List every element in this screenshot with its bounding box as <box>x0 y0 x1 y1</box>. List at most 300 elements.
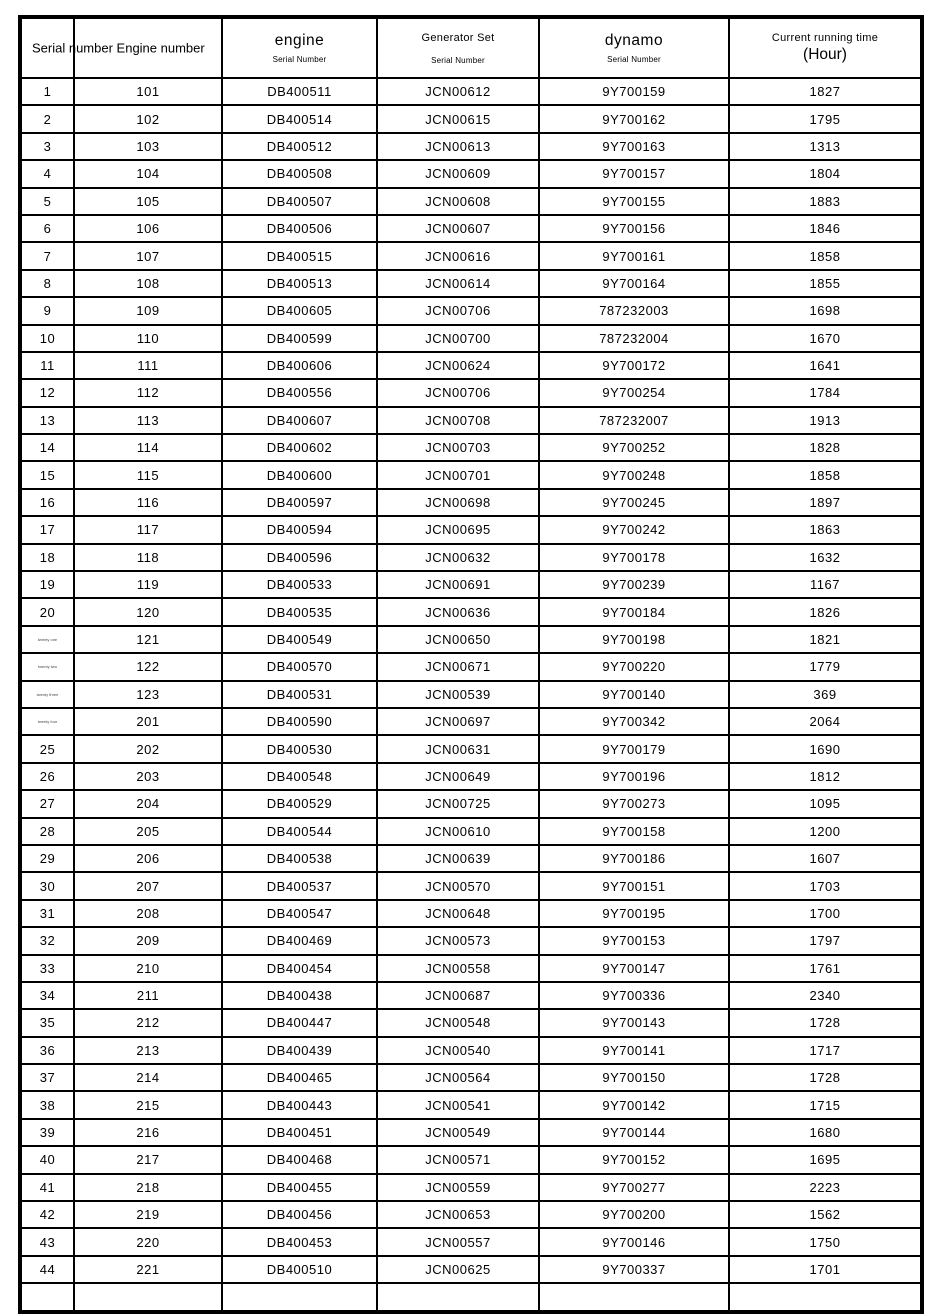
dynamo-subtitle: Serial Number <box>607 55 661 64</box>
table-row <box>20 270 922 297</box>
cell-running-hours: 2223 <box>729 1174 922 1201</box>
table-row <box>20 352 922 379</box>
table-row <box>20 242 922 269</box>
serial-numbers-table <box>18 15 924 1314</box>
generator-set-title: Generator Set <box>421 31 495 44</box>
cell-serial: 38 <box>20 1091 74 1118</box>
cell-running-hours: 1728 <box>729 1009 922 1036</box>
cell-engine-serial: DB400468 <box>222 1146 377 1173</box>
cell-generator-set-serial: JCN00671 <box>377 653 539 680</box>
header-serial-number <box>20 17 205 78</box>
cell-dynamo-serial: 9Y700200 <box>539 1201 729 1228</box>
cell-dynamo-serial: 9Y700162 <box>539 105 729 132</box>
cell-engine-number: 118 <box>74 544 222 571</box>
table-row <box>20 1119 922 1146</box>
cell-serial: 43 <box>20 1228 74 1255</box>
cell-dynamo-serial: 9Y700220 <box>539 653 729 680</box>
cell-empty <box>539 1283 729 1311</box>
cell-dynamo-serial: 787232004 <box>539 325 729 352</box>
table-row <box>20 955 922 982</box>
cell-generator-set-serial: JCN00557 <box>377 1228 539 1255</box>
cell-running-hours: 1750 <box>729 1228 922 1255</box>
cell-serial: 42 <box>20 1201 74 1228</box>
cell-engine-serial: DB400570 <box>222 653 377 680</box>
table-row <box>20 708 922 735</box>
cell-serial: 7 <box>20 242 74 269</box>
cell-generator-set-serial: JCN00698 <box>377 489 539 516</box>
cell-serial: 32 <box>20 927 74 954</box>
cell-dynamo-serial: 9Y700239 <box>539 571 729 598</box>
cell-serial: twenty three <box>20 681 74 708</box>
cell-running-hours: 1821 <box>729 626 922 653</box>
cell-serial: 14 <box>20 434 74 461</box>
cell-engine-number: 218 <box>74 1174 222 1201</box>
cell-engine-serial: DB400549 <box>222 626 377 653</box>
cell-generator-set-serial: JCN00625 <box>377 1256 539 1283</box>
cell-generator-set-serial: JCN00539 <box>377 681 539 708</box>
cell-serial: 27 <box>20 790 74 817</box>
cell-running-hours: 1167 <box>729 571 922 598</box>
cell-engine-number: 104 <box>74 160 222 187</box>
cell-engine-number: 206 <box>74 845 222 872</box>
table-row <box>20 516 922 543</box>
table-row <box>20 735 922 762</box>
cell-running-hours: 1680 <box>729 1119 922 1146</box>
cell-generator-set-serial: JCN00612 <box>377 78 539 105</box>
table-row <box>20 571 922 598</box>
cell-serial: 16 <box>20 489 74 516</box>
cell-empty <box>729 1283 922 1311</box>
cell-engine-number: 120 <box>74 598 222 625</box>
cell-dynamo-serial: 9Y700198 <box>539 626 729 653</box>
dynamo-title: dynamo <box>604 32 664 49</box>
cell-generator-set-serial: JCN00695 <box>377 516 539 543</box>
cell-running-hours: 2340 <box>729 982 922 1009</box>
cell-engine-number: 121 <box>74 626 222 653</box>
running-time-title: Current running time <box>771 32 879 44</box>
cell-engine-serial: DB400451 <box>222 1119 377 1146</box>
cell-engine-number: 115 <box>74 461 222 488</box>
cell-engine-serial: DB400531 <box>222 681 377 708</box>
cell-engine-serial: DB400597 <box>222 489 377 516</box>
cell-engine-number: 201 <box>74 708 222 735</box>
cell-generator-set-serial: JCN00631 <box>377 735 539 762</box>
cell-running-hours: 1715 <box>729 1091 922 1118</box>
cell-engine-serial: DB400447 <box>222 1009 377 1036</box>
table-row <box>20 900 922 927</box>
serial-engine-header-label: Serial number Engine number <box>32 40 205 56</box>
cell-engine-serial: DB400594 <box>222 516 377 543</box>
table-row <box>20 1146 922 1173</box>
cell-engine-number: 101 <box>74 78 222 105</box>
cell-running-hours: 1858 <box>729 242 922 269</box>
cell-generator-set-serial: JCN00540 <box>377 1037 539 1064</box>
cell-serial: 17 <box>20 516 74 543</box>
table-row <box>20 872 922 899</box>
cell-serial: 36 <box>20 1037 74 1064</box>
cell-dynamo-serial: 9Y700277 <box>539 1174 729 1201</box>
cell-generator-set-serial: JCN00624 <box>377 352 539 379</box>
table-row <box>20 845 922 872</box>
table-row <box>20 626 922 653</box>
cell-generator-set-serial: JCN00614 <box>377 270 539 297</box>
table-row <box>20 1174 922 1201</box>
cell-serial: 28 <box>20 818 74 845</box>
cell-dynamo-serial: 9Y700254 <box>539 379 729 406</box>
cell-dynamo-serial: 9Y700151 <box>539 872 729 899</box>
table-row <box>20 653 922 680</box>
table-row <box>20 461 922 488</box>
cell-serial: 19 <box>20 571 74 598</box>
cell-running-hours: 1797 <box>729 927 922 954</box>
cell-running-hours: 369 <box>729 681 922 708</box>
cell-dynamo-serial: 9Y700184 <box>539 598 729 625</box>
cell-serial: 37 <box>20 1064 74 1091</box>
table-row-partial <box>20 1283 922 1311</box>
cell-engine-number: 220 <box>74 1228 222 1255</box>
cell-engine-number: 205 <box>74 818 222 845</box>
cell-engine-number: 123 <box>74 681 222 708</box>
cell-engine-serial: DB400469 <box>222 927 377 954</box>
cell-engine-serial: DB400511 <box>222 78 377 105</box>
cell-running-hours: 1913 <box>729 407 922 434</box>
cell-running-hours: 1701 <box>729 1256 922 1283</box>
cell-empty <box>20 1283 74 1311</box>
cell-engine-number: 219 <box>74 1201 222 1228</box>
table-row <box>20 681 922 708</box>
cell-serial: 31 <box>20 900 74 927</box>
cell-dynamo-serial: 9Y700336 <box>539 982 729 1009</box>
cell-empty <box>222 1283 377 1311</box>
header-generator-set-serial <box>377 17 539 78</box>
cell-dynamo-serial: 9Y700140 <box>539 681 729 708</box>
cell-engine-serial: DB400533 <box>222 571 377 598</box>
table-row <box>20 434 922 461</box>
cell-engine-serial: DB400465 <box>222 1064 377 1091</box>
cell-dynamo-serial: 9Y700152 <box>539 1146 729 1173</box>
cell-running-hours: 1897 <box>729 489 922 516</box>
cell-running-hours: 1795 <box>729 105 922 132</box>
cell-engine-number: 103 <box>74 133 222 160</box>
cell-generator-set-serial: JCN00697 <box>377 708 539 735</box>
cell-serial: 1 <box>20 78 74 105</box>
cell-engine-number: 116 <box>74 489 222 516</box>
cell-generator-set-serial: JCN00706 <box>377 379 539 406</box>
table-row <box>20 160 922 187</box>
cell-engine-serial: DB400507 <box>222 188 377 215</box>
table-body <box>20 78 922 1312</box>
cell-serial: 4 <box>20 160 74 187</box>
table-row <box>20 407 922 434</box>
cell-dynamo-serial: 9Y700147 <box>539 955 729 982</box>
cell-serial: 34 <box>20 982 74 1009</box>
header-running-time <box>729 17 922 78</box>
cell-serial: twenty two <box>20 653 74 680</box>
table-row <box>20 1009 922 1036</box>
cell-running-hours: 1728 <box>729 1064 922 1091</box>
cell-serial: 3 <box>20 133 74 160</box>
cell-engine-number: 202 <box>74 735 222 762</box>
cell-running-hours: 1761 <box>729 955 922 982</box>
cell-generator-set-serial: JCN00691 <box>377 571 539 598</box>
cell-dynamo-serial: 9Y700196 <box>539 763 729 790</box>
cell-dynamo-serial: 9Y700156 <box>539 215 729 242</box>
cell-serial: 29 <box>20 845 74 872</box>
cell-dynamo-serial: 9Y700179 <box>539 735 729 762</box>
cell-dynamo-serial: 9Y700158 <box>539 818 729 845</box>
cell-serial: 5 <box>20 188 74 215</box>
cell-running-hours: 1690 <box>729 735 922 762</box>
table-row <box>20 1256 922 1283</box>
cell-generator-set-serial: JCN00706 <box>377 297 539 324</box>
cell-serial: 9 <box>20 297 74 324</box>
table-row <box>20 927 922 954</box>
cell-running-hours: 1095 <box>729 790 922 817</box>
cell-dynamo-serial: 787232007 <box>539 407 729 434</box>
cell-dynamo-serial: 9Y700164 <box>539 270 729 297</box>
table-row <box>20 78 922 105</box>
cell-dynamo-serial: 9Y700141 <box>539 1037 729 1064</box>
cell-dynamo-serial: 9Y700242 <box>539 516 729 543</box>
cell-engine-serial: DB400535 <box>222 598 377 625</box>
cell-engine-number: 117 <box>74 516 222 543</box>
cell-serial: 30 <box>20 872 74 899</box>
cell-empty <box>377 1283 539 1311</box>
cell-engine-serial: DB400454 <box>222 955 377 982</box>
engine-subtitle: Serial Number <box>272 55 327 64</box>
cell-generator-set-serial: JCN00639 <box>377 845 539 872</box>
cell-dynamo-serial: 9Y700342 <box>539 708 729 735</box>
cell-engine-serial: DB400530 <box>222 735 377 762</box>
cell-engine-serial: DB400515 <box>222 242 377 269</box>
cell-generator-set-serial: JCN00650 <box>377 626 539 653</box>
cell-engine-number: 207 <box>74 872 222 899</box>
header-row <box>20 17 922 78</box>
cell-running-hours: 1695 <box>729 1146 922 1173</box>
cell-serial: twenty one <box>20 626 74 653</box>
cell-engine-serial: DB400456 <box>222 1201 377 1228</box>
cell-serial: 20 <box>20 598 74 625</box>
cell-serial: 26 <box>20 763 74 790</box>
cell-running-hours: 1200 <box>729 818 922 845</box>
cell-serial: 10 <box>20 325 74 352</box>
cell-dynamo-serial: 9Y700163 <box>539 133 729 160</box>
cell-dynamo-serial: 9Y700273 <box>539 790 729 817</box>
cell-engine-number: 105 <box>74 188 222 215</box>
cell-engine-serial: DB400455 <box>222 1174 377 1201</box>
table-row <box>20 1064 922 1091</box>
cell-generator-set-serial: JCN00649 <box>377 763 539 790</box>
cell-serial: 33 <box>20 955 74 982</box>
cell-generator-set-serial: JCN00613 <box>377 133 539 160</box>
cell-dynamo-serial: 9Y700157 <box>539 160 729 187</box>
cell-engine-number: 111 <box>74 352 222 379</box>
cell-dynamo-serial: 787232003 <box>539 297 729 324</box>
cell-running-hours: 1313 <box>729 133 922 160</box>
cell-engine-serial: DB400548 <box>222 763 377 790</box>
cell-engine-number: 209 <box>74 927 222 954</box>
cell-engine-serial: DB400453 <box>222 1228 377 1255</box>
cell-engine-serial: DB400514 <box>222 105 377 132</box>
cell-running-hours: 1779 <box>729 653 922 680</box>
cell-dynamo-serial: 9Y700172 <box>539 352 729 379</box>
header-dynamo-serial <box>539 17 729 78</box>
cell-running-hours: 1828 <box>729 434 922 461</box>
table-header <box>20 17 922 78</box>
generator-set-subtitle: Serial Number <box>431 55 485 65</box>
cell-engine-number: 114 <box>74 434 222 461</box>
cell-running-hours: 1855 <box>729 270 922 297</box>
cell-engine-number: 112 <box>74 379 222 406</box>
cell-dynamo-serial: 9Y700142 <box>539 1091 729 1118</box>
table-row <box>20 790 922 817</box>
cell-engine-number: 215 <box>74 1091 222 1118</box>
cell-running-hours: 1883 <box>729 188 922 215</box>
cell-serial: 39 <box>20 1119 74 1146</box>
cell-running-hours: 1784 <box>729 379 922 406</box>
cell-dynamo-serial: 9Y700195 <box>539 900 729 927</box>
cell-generator-set-serial: JCN00687 <box>377 982 539 1009</box>
cell-running-hours: 2064 <box>729 708 922 735</box>
table-row <box>20 1201 922 1228</box>
cell-generator-set-serial: JCN00558 <box>377 955 539 982</box>
cell-engine-number: 210 <box>74 955 222 982</box>
cell-engine-serial: DB400512 <box>222 133 377 160</box>
cell-serial: 15 <box>20 461 74 488</box>
cell-dynamo-serial: 9Y700252 <box>539 434 729 461</box>
table-row <box>20 489 922 516</box>
cell-engine-number: 106 <box>74 215 222 242</box>
cell-engine-serial: DB400547 <box>222 900 377 927</box>
cell-serial: 2 <box>20 105 74 132</box>
cell-engine-serial: DB400438 <box>222 982 377 1009</box>
cell-engine-serial: DB400439 <box>222 1037 377 1064</box>
cell-dynamo-serial: 9Y700186 <box>539 845 729 872</box>
table-row <box>20 133 922 160</box>
cell-dynamo-serial: 9Y700248 <box>539 461 729 488</box>
table-row <box>20 763 922 790</box>
table-row <box>20 982 922 1009</box>
cell-running-hours: 1812 <box>729 763 922 790</box>
cell-generator-set-serial: JCN00653 <box>377 1201 539 1228</box>
cell-generator-set-serial: JCN00615 <box>377 105 539 132</box>
cell-engine-number: 203 <box>74 763 222 790</box>
table-row <box>20 325 922 352</box>
cell-engine-number: 208 <box>74 900 222 927</box>
cell-dynamo-serial: 9Y700337 <box>539 1256 729 1283</box>
cell-engine-serial: DB400556 <box>222 379 377 406</box>
table-row <box>20 544 922 571</box>
cell-serial: 8 <box>20 270 74 297</box>
cell-engine-serial: DB400606 <box>222 352 377 379</box>
cell-engine-serial: DB400544 <box>222 818 377 845</box>
cell-engine-number: 122 <box>74 653 222 680</box>
cell-generator-set-serial: JCN00607 <box>377 215 539 242</box>
cell-engine-serial: DB400529 <box>222 790 377 817</box>
cell-generator-set-serial: JCN00632 <box>377 544 539 571</box>
cell-engine-number: 102 <box>74 105 222 132</box>
cell-running-hours: 1607 <box>729 845 922 872</box>
cell-generator-set-serial: JCN00703 <box>377 434 539 461</box>
table-row <box>20 297 922 324</box>
cell-generator-set-serial: JCN00648 <box>377 900 539 927</box>
cell-engine-number: 204 <box>74 790 222 817</box>
cell-generator-set-serial: JCN00616 <box>377 242 539 269</box>
cell-engine-serial: DB400506 <box>222 215 377 242</box>
table-row <box>20 1228 922 1255</box>
cell-running-hours: 1700 <box>729 900 922 927</box>
cell-running-hours: 1804 <box>729 160 922 187</box>
cell-engine-number: 211 <box>74 982 222 1009</box>
cell-serial: twenty four <box>20 708 74 735</box>
table-row <box>20 379 922 406</box>
cell-engine-serial: DB400443 <box>222 1091 377 1118</box>
table-row <box>20 818 922 845</box>
cell-dynamo-serial: 9Y700159 <box>539 78 729 105</box>
cell-dynamo-serial: 9Y700150 <box>539 1064 729 1091</box>
cell-running-hours: 1827 <box>729 78 922 105</box>
cell-engine-serial: DB400602 <box>222 434 377 461</box>
cell-engine-serial: DB400513 <box>222 270 377 297</box>
cell-dynamo-serial: 9Y700178 <box>539 544 729 571</box>
header-engine-serial <box>222 17 377 78</box>
engine-title: engine <box>274 32 325 49</box>
cell-engine-number: 113 <box>74 407 222 434</box>
table-row <box>20 598 922 625</box>
cell-serial: 11 <box>20 352 74 379</box>
table-row <box>20 188 922 215</box>
cell-dynamo-serial: 9Y700143 <box>539 1009 729 1036</box>
cell-running-hours: 1846 <box>729 215 922 242</box>
cell-running-hours: 1863 <box>729 516 922 543</box>
cell-serial: 12 <box>20 379 74 406</box>
cell-serial: 13 <box>20 407 74 434</box>
cell-engine-serial: DB400538 <box>222 845 377 872</box>
cell-dynamo-serial: 9Y700146 <box>539 1228 729 1255</box>
cell-engine-number: 110 <box>74 325 222 352</box>
cell-generator-set-serial: JCN00541 <box>377 1091 539 1118</box>
cell-serial: 25 <box>20 735 74 762</box>
cell-running-hours: 1562 <box>729 1201 922 1228</box>
cell-generator-set-serial: JCN00700 <box>377 325 539 352</box>
cell-serial: 18 <box>20 544 74 571</box>
cell-running-hours: 1717 <box>729 1037 922 1064</box>
cell-generator-set-serial: JCN00609 <box>377 160 539 187</box>
cell-generator-set-serial: JCN00559 <box>377 1174 539 1201</box>
cell-empty <box>74 1283 222 1311</box>
cell-engine-number: 107 <box>74 242 222 269</box>
cell-engine-number: 217 <box>74 1146 222 1173</box>
document-page <box>18 15 924 1314</box>
cell-engine-serial: DB400599 <box>222 325 377 352</box>
cell-running-hours: 1826 <box>729 598 922 625</box>
cell-serial: 41 <box>20 1174 74 1201</box>
cell-dynamo-serial: 9Y700245 <box>539 489 729 516</box>
cell-generator-set-serial: JCN00701 <box>377 461 539 488</box>
table-row <box>20 215 922 242</box>
table-row <box>20 1037 922 1064</box>
cell-generator-set-serial: JCN00608 <box>377 188 539 215</box>
cell-dynamo-serial: 9Y700144 <box>539 1119 729 1146</box>
cell-generator-set-serial: JCN00708 <box>377 407 539 434</box>
cell-engine-number: 108 <box>74 270 222 297</box>
cell-dynamo-serial: 9Y700153 <box>539 927 729 954</box>
cell-generator-set-serial: JCN00564 <box>377 1064 539 1091</box>
cell-running-hours: 1858 <box>729 461 922 488</box>
cell-engine-serial: DB400605 <box>222 297 377 324</box>
cell-running-hours: 1670 <box>729 325 922 352</box>
cell-engine-serial: DB400537 <box>222 872 377 899</box>
